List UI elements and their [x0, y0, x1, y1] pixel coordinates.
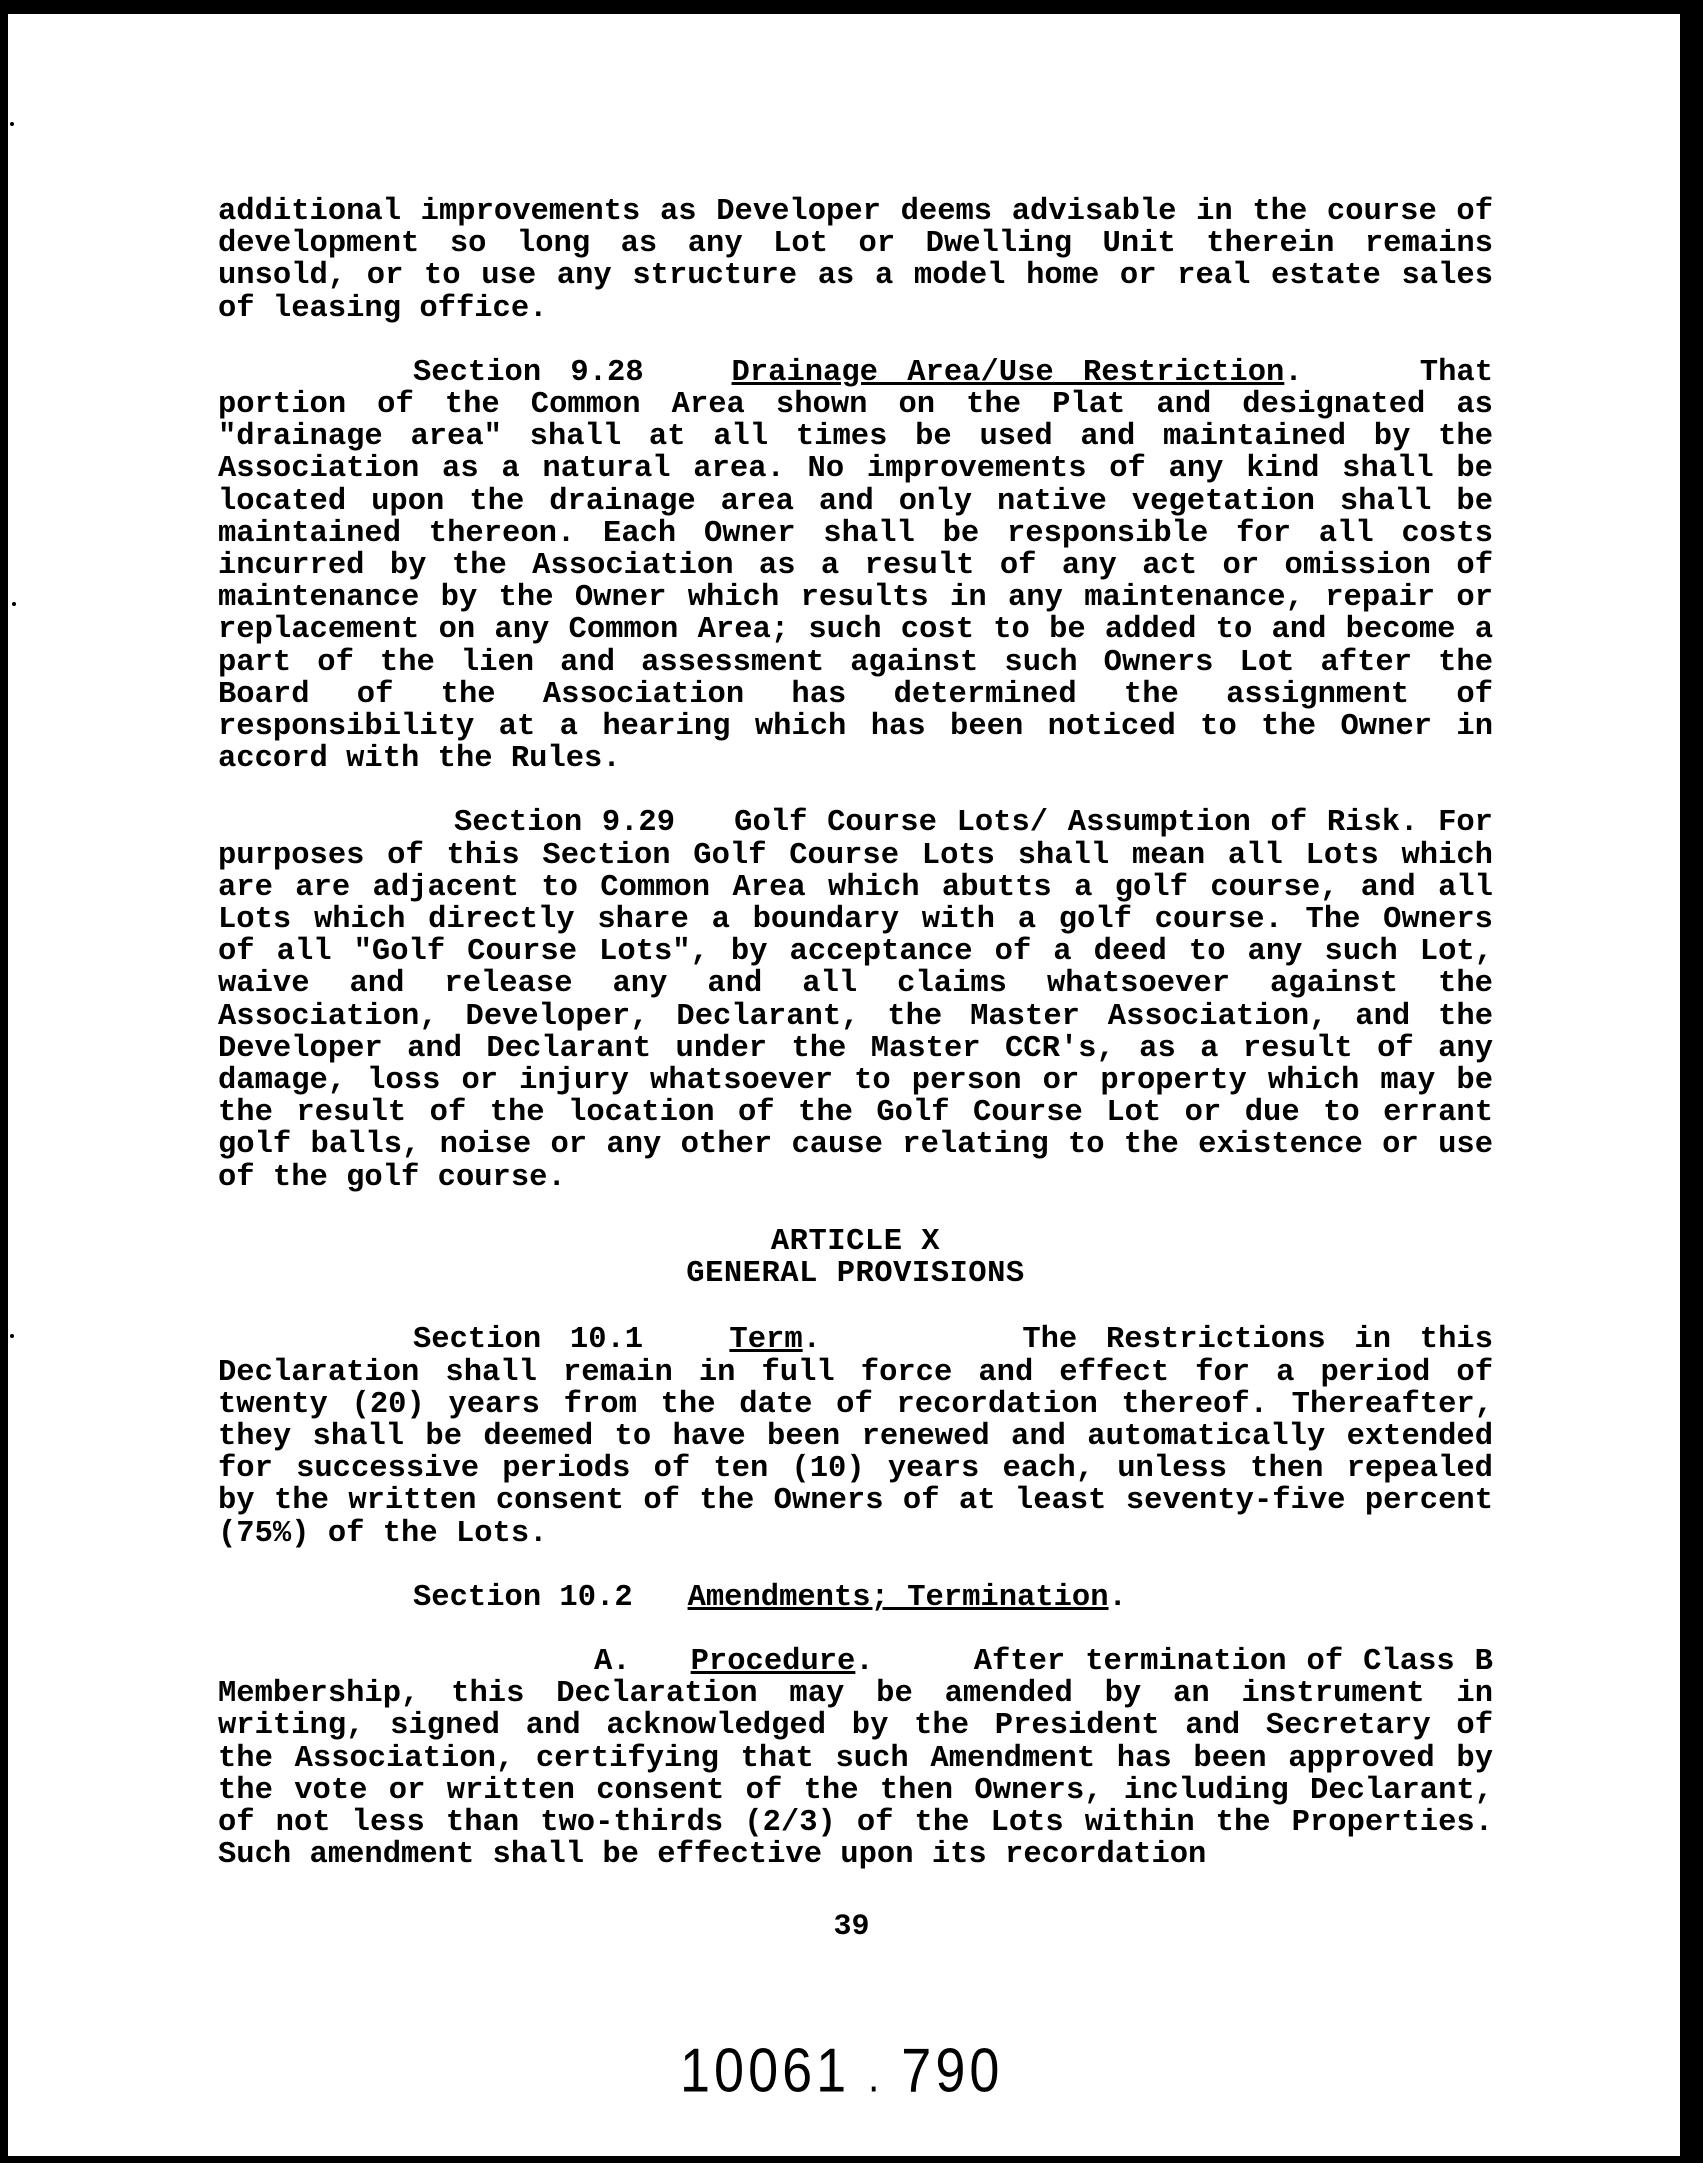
- stamp-separator: .: [868, 2051, 884, 2103]
- scan-speck: [10, 122, 14, 126]
- section-title: Amendments; Termination: [687, 1580, 1109, 1615]
- article-number: ARTICLE X: [770, 1224, 941, 1259]
- document-body: [218, 196, 1493, 1903]
- section-number: Section 10.1: [413, 1323, 644, 1358]
- record-stamp: [680, 2035, 1003, 2106]
- section-body: For purposes of this Section Golf Course Lots shall mean all Lots which are are adjacent to Common Area which abutts a golf course, and all Lots which directly share a boundary with a golf course. The Owners of all "Golf Course Lots", by acceptance of a deed to any such Lot, waive and release any and all claims whatsoever against the Association, Developer, Declarant, the Master Association, and the Developer and Declarant under the Master CCR's, as a result of any damage, loss or injury whatsoever to person or property which may be the result of the location of the Golf Course Lot or due to errant golf balls, noise or any other cause relating to the existence or use of the golf course.: [218, 806, 1493, 1195]
- section-title: Drainage Area/Use Restriction: [731, 355, 1285, 390]
- article-title: GENERAL PROVISIONS: [686, 1257, 1025, 1292]
- section-number: Section 9.28: [413, 355, 644, 390]
- section-9-28: Section 9.28 Drainage Area/Use Restriction. That portion of the Common Area shown on the Plat and designated as "drainage area" shall at all times be used and maintained by the Association as a natural area. No improvements of any kind shall be located upon the drainage area and only native vegetation shall be maintained thereon. Each Owner shall be responsible for all costs incurred by the Association as a result of any act or omission of maintenance by the Owner which results in any maintenance, repair or replacement on any Common Area; such cost to be added to and become a part of the lien and assessment against such Owners Lot after the Board of the Association has determined the assignment of responsibility at a hearing which has been noticed to the Owner in accord with the Rules.: [218, 355, 1494, 777]
- section-title: Golf Course Lots/ Assumption of Risk.: [734, 806, 1419, 841]
- page-number: 39: [833, 1910, 870, 1944]
- paragraph-continuation: additional improvements as Developer deems advisable in the course of development so long as any Lot or Dwelling Unit therein remains unsold, or to use any structure as a model home or real estate sales of leasing office.: [218, 195, 1493, 326]
- section-10-2: Section 10.2 Amendments; Termination.: [413, 1580, 1127, 1615]
- section-10-1: Section 10.1 Term. The Restrictions in this Declaration shall remain in full force and effect for a period of twenty (20) years from the date of recordation thereof. Thereafter, they shall be deemed to have been renewed and automatically extended for successive periods of ten (10) years each, unless then repealed by the written consent of the Owners of at least seventy-five percent (75%) of the Lots.: [218, 1323, 1493, 1551]
- section-body: The Restrictions in this Declaration shall remain in full force and effect for a period of twenty (20) years from the date of recordation thereof. Thereafter, they shall be deemed to have been renewed and automatically extended for successive periods of ten (10) years each, unless then repealed by the written consent of the Owners of at least seventy-five percent (75%) of the Lots.: [218, 1323, 1493, 1551]
- subsection-title: Procedure: [690, 1644, 856, 1679]
- stamp-right: 790: [901, 2036, 1004, 2106]
- section-body: That portion of the Common Area shown on the Plat and designated as "drainage area" shall at all times be used and maintained by the Association as a natural area. No improvements of any kind shall be located upon the drainage area and only native vegetation shall be maintained thereon. Each Owner shall be responsible for all costs incurred by the Association as a result of any act or omission of maintenance by the Owner which results in any maintenance, repair or replacement on any Common Area; such cost to be added to and become a part of the lien and assessment against such Owners Lot after the Board of the Association has determined the assignment of responsibility at a hearing which has been noticed to the Owner in accord with the Rules.: [218, 355, 1494, 777]
- section-number: Section 10.2: [413, 1580, 633, 1615]
- subsection-body: After termination of Class B Membership, this Declaration may be amended by an instrument in writing, signed and acknowledged by the President and Secretary of the Association, certifying that such Amendment has been approved by the vote or written consent of the then Owners, including Declarant, of not less than two-thirds (2/3) of the Lots within the Properties. Such amendment shall be effective upon its recordation: [218, 1644, 1493, 1873]
- stamp-left: 10061: [680, 2036, 851, 2106]
- scan-speck: [12, 602, 16, 606]
- scan-speck: [10, 1334, 14, 1338]
- section-title: Term: [729, 1323, 803, 1358]
- section-9-29: [218, 807, 1493, 1193]
- subsection-a: A. Procedure. After termination of Class B Membership, this Declaration may be amended by an instrument in writing, signed and acknowledged by the President and Secretary of the Association, certifying that such Amendment has been approved by the vote or written consent of the then Owners, including Declarant, of not less than two-thirds (2/3) of the Lots within the Properties. Such amendment shall be effective upon its recordation: [218, 1644, 1493, 1873]
- section-number: Section 9.29: [454, 806, 676, 841]
- subsection-letter: A.: [594, 1644, 631, 1679]
- article-heading: [218, 1226, 1493, 1290]
